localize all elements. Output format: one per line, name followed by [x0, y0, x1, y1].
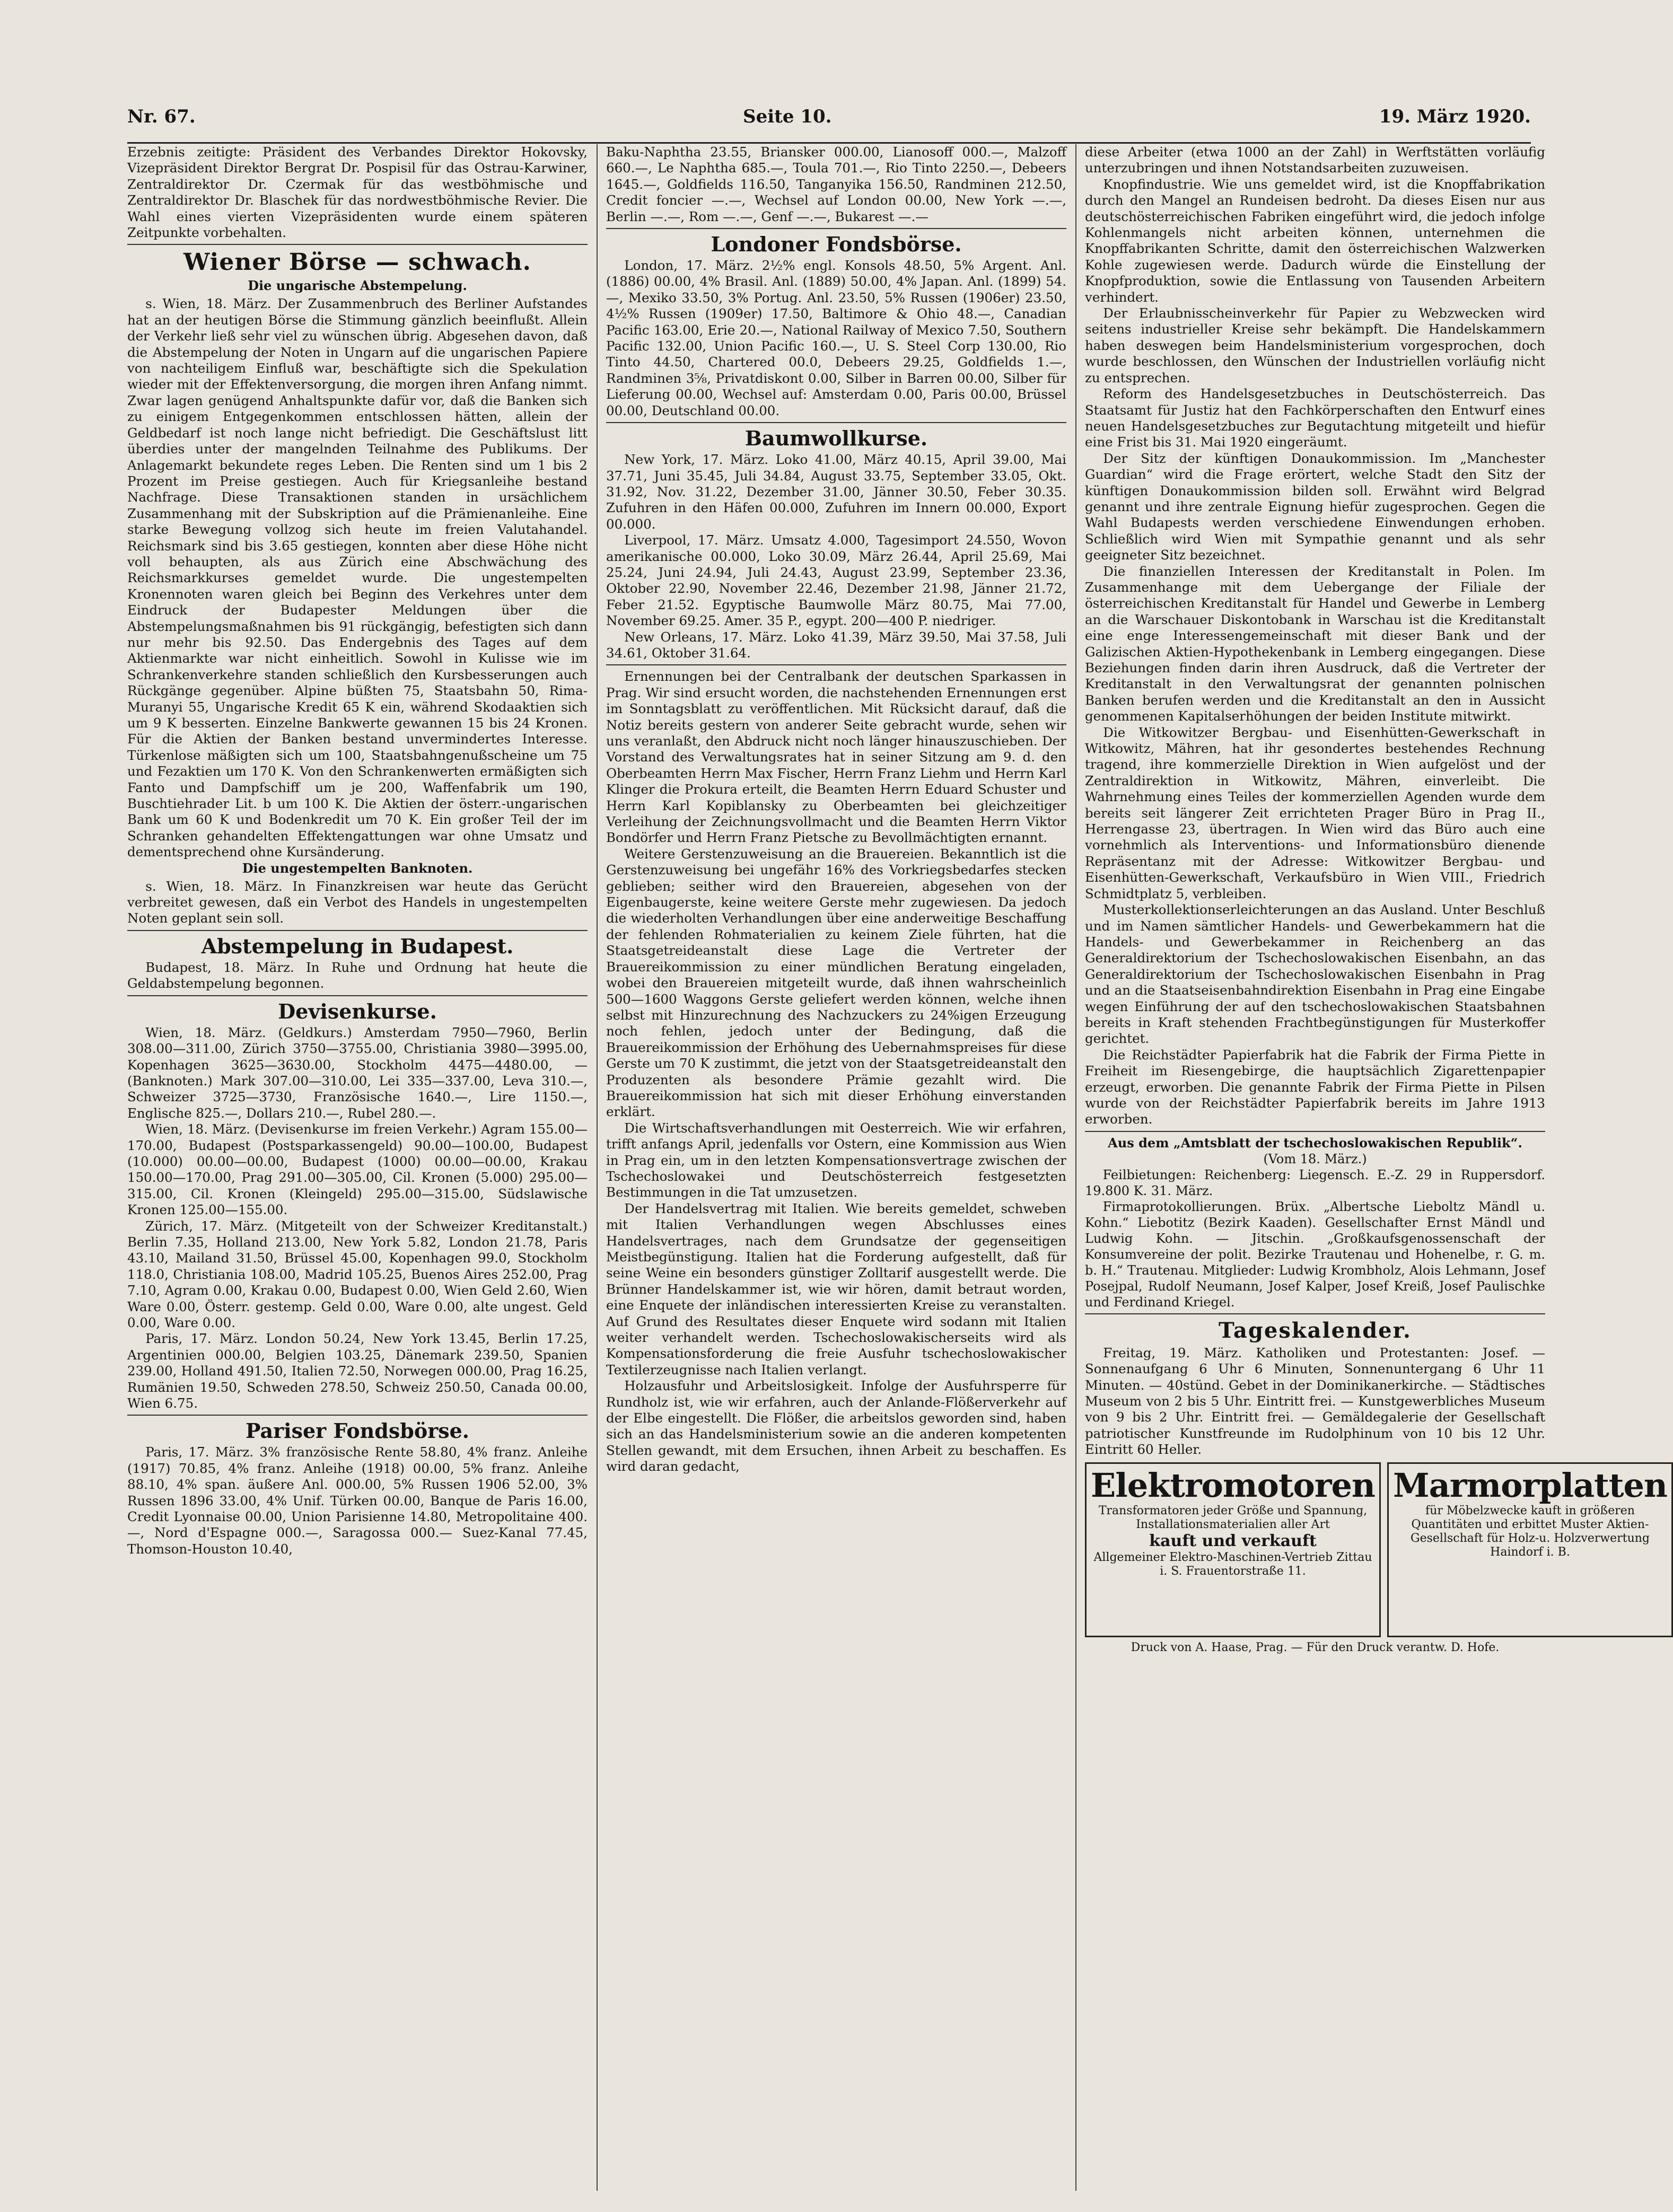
devisen-zuerich: Zürich, 17. März. (Mitgeteilt von der Schweizer Kreditanstalt.) Berlin 7.35, Holland 213.00, New York 5.82, London 21.78, Paris 43.10, Mailand 31.50, Brüssel 45.00, Kopenhagen 99.0, Stockholm 118.0, Christiania 108.00, Madrid 105.25, Buenos Aires 252.00, Prag 7.10, Agram 0.00, Krakau 0.00, Budapest 0.00, Wien Geld 2.60, Wien Ware 0.00, Österr. gestemp. Geld 0.00, Ware 0.00, alte ungest. Geld 0.00, Ware 0.00. [127, 1218, 588, 1330]
headline-pariser-fondsboerse: Pariser Fondsbörse. [245, 1419, 470, 1443]
article-wirtschaftsverhandlungen: Die Wirtschaftsverhandlungen mit Oesterreich. Wie wir erfahren, trifft anfangs April, jedenfalls vor Ostern, eine Kommission aus Wien in Prag ein, um in den letzten Kompensationsvertrage zwischen der Tschechoslowakei und Deutschösterreich festgesetzten Bestimmungen in die Tat umzusetzen. [606, 1120, 1066, 1200]
article-paris-continued: Baku-Naphtha 23.55, Briansker 000.00, Lianosoff 000.—, Malzoff 660.—, Le Naphtha 685.—, Toula 701.—, Rio Tinto 2250.—, Debeers 1645.—, Goldfields 116.50, Tanganyika 156.50, Randminen 212.50, Credit foncier —.—, Wechsel auf London 00.00, New York —.—, Berlin —.—, Rom —.—, Genf —.—, Bukarest —.— [606, 144, 1066, 224]
divider [127, 1415, 588, 1416]
article-donaukommission: Der Sitz der künftigen Donaukommission. Im „Manchester Guardian“ wird die Frage erörtert, welche Stadt den Sitz der künftigen Donaukommission bilden soll. Erwähnt wird Belgrad genannt und ihre zentrale Eignung hiefür zugesprochen. Gegen die Wahl Budapests werden verschiedene Einwendungen erhoben. Schließlich wird Wien mit Sympathie genannt und als sehr geeigneter Sitz bezeichnet. [1085, 450, 1545, 563]
article-intro: Erzebnis zeitigte: Präsident des Verbandes Direktor Hokovsky, Vizepräsident Direktor Bergrat Dr. Pospisil für das Ostrau-Karwiner, Zentraldirektor Dr. Czermak für das westböhmische und Zentraldirektor Dr. Blaschek für das nordwestböhmische Revier. Die Wahl eines vierten Vizepräsidenten wurde einem späteren Zeitpunkte vorbehalten. [127, 144, 588, 241]
amtsblatt-date: (Vom 18. März.) [1263, 1151, 1367, 1166]
amtsblatt-title: Aus dem „Amtsblatt der tschechoslowakischen Republik“. [1108, 1135, 1522, 1151]
ad-elektromotoren-line4: Allgemeiner Elektro-Maschinen-Vertrieb Zittau i. S. Frauentorstraße 11. [1093, 1550, 1372, 1578]
subhead-abstempelung: Die ungarische Abstempelung. [248, 278, 467, 294]
devisen-paris: Paris, 17. März. London 50.24, New York 13.45, Berlin 17.25, Argentinien 000.00, Belgien 103.25, Dänemark 239.50, Spanien 239.00, Holland 491.50, Italien 72.50, Norwegen 000.00, Prag 16.25, Rumänien 19.50, Schweden 278.50, Schweiz 250.50, Canada 00.00, Wien 6.75. [127, 1331, 588, 1411]
ad-marmorplatten [1387, 1462, 1673, 1637]
ad-marmorplatten-title: Marmorplatten [1393, 1465, 1667, 1505]
divider [606, 228, 1066, 229]
tageskalender-text: Freitag, 19. März. Katholiken und Protestanten: Josef. — Sonnenaufgang 6 Uhr 6 Minuten, Sonnenuntergang 6 Uhr 11 Minuten. — 40stünd. Gebet in der Dominikanerkirche. — Städtisches Museum von 2 bis 5 Uhr. Eintritt frei. — Kunstgewerbliches Museum von 9 bis 2 Uhr. Eintritt frei. — Gemäldegalerie der Gesellschaft patriotischer Kunstfreunde im Rudolphinum von 10 bis 12 Uhr. Eintritt 60 Heller. [1085, 1345, 1545, 1458]
advertisements [1085, 1462, 1667, 1637]
article-gerstenzuweisung: Weitere Gerstenzuweisung an die Brauereien. Bekanntlich ist die Gerstenzuweisung bei ungefähr 16% des Vorkriegsbedarfes stecken geblieben; seither wird den Brauereien, abgesehen von der Eigenbaugerste, keine weitere Gerste mehr zugewiesen. Da jedoch die wiederholten Verhandlungen über eine anderweitige Beschaffung der fehlenden Rohmaterialien zu keinem Ziele führten, hat die Staatsgetreideanstalt diese Lage die Vertreter der Brauereikommission zu einer mündlichen Beratung eingeladen, wobei den Brauereien mitgeteilt wurde, daß ihnen wahrscheinlich 500—1600 Waggons Gerste geliefert werden können, welche ihnen selbst mit Hinzurechnung des Nachzuckers zu 24%igen Erzeugung noch fehlen, jedoch unter der Bedingung, daß die Brauereikommission der Erhöhung des Uebernahmspreises für diese Gerste um 70 K zustimmt, die jetzt von der Staatsgetreideanstalt den Produzenten als besondere Prämie gezahlt wird. Die Brauereikommission hat sich mit dieser Erhöhung einverstanden erklärt. [606, 846, 1066, 1120]
headline-baumwollkurse: Baumwollkurse. [744, 426, 928, 451]
article-london: London, 17. März. 2½% engl. Konsols 48.50, 5% Argent. Anl. (1886) 00.00, 4% Brasil. Anl. (1889) 50.00, 4% Japan. Anl. (1899) 54.—, Mexiko 33.50, 3% Portug. Anl. 23.50, 5% Russen (1906er) 23.50, 4½% Russen (1909er) 17.50, Baltimore & Ohio 48.—, Canadian Pacific 163.00, Erie 20.—, National Railway of Mexico 7.50, Southern Pacific 132.00, Union Pacific 160.—, U. S. Steel Corp 130.00, Rio Tinto 44.50, Chartered 00.0, Debeers 29.25, Goldfields 1.—, Randminen 3⅝, Privatdiskont 0.00, Silber in Barren 00.00, Silber für Lieferung 00.00, Wechsel auf: Amsterdam 0.00, Paris 00.00, Brüssel 00.00, Deutschland 00.00. [606, 258, 1066, 418]
article-handelsgesetzbuch: Reform des Handelsgesetzbuches in Deutschösterreich. Das Staatsamt für Justiz hat den Fachkörperschaften den Entwurf eines neuen Handelsgesetzbuches zur Begutachtung mitgeteilt und hiefür eine Frist bis 31. Mai 1920 eingeräumt. [1085, 386, 1545, 450]
article-holzausfuhr-continued: diese Arbeiter (etwa 1000 an der Zahl) in Werftstätten vorläufig unterzubringen und ihnen Notstandsarbeiten zuzuweisen. [1085, 144, 1545, 176]
ad-elektromotoren-title: Elektromotoren [1091, 1465, 1376, 1505]
baumwolle-new-orleans: New Orleans, 17. März. Loko 41.39, März 39.50, Mai 37.58, Juli 34.61, Oktober 31.64. [606, 629, 1066, 661]
devisen-wien-geld: Wien, 18. März. (Geldkurs.) Amsterdam 7950—7960, Berlin 308.00—311.00, Zürich 3750—3755.00, Christiania 3980—3995.00, Kopenhagen 3625—3630.00, Stockholm 4475—4480.00, — (Banknoten.) Mark 307.00—310.00, Lei 335—337.00, Leva 310.—, Schweizer 3725—3730, Französische 1640.—, Lire 1150.—, Englische 825.—, Dollars 210.—, Rubel 280.—. [127, 1024, 588, 1121]
article-papierfabrik: Die Reichstädter Papierfabrik hat die Fabrik der Firma Piette in Freiheit im Riesengebirge, die hauptsächlich Zigarettenpapier erzeugt, erworben. Die genannte Fabrik der Firma Piette in Pilsen wurde von der Reichstädter Papierfabrik bereits im Jahre 1913 erworben. [1085, 1047, 1545, 1127]
headline-abstempelung-budapest: Abstempelung in Budapest. [201, 934, 514, 958]
article-holzausfuhr: Holzausfuhr und Arbeitslosigkeit. Infolge der Ausfuhrsperre für Rundholz ist, wie wir erfahren, auch der Anlande-Flößerverkehr auf der Elbe eingestellt. Die Flößer, die arbeitslos geworden sind, haben sich an das Handelsministerium sowie an die anderen kompetenten Stellen gewandt, mit dem Ersuchen, ihnen Arbeit zu beschaffen. Es wird daran gedacht, [606, 1378, 1066, 1474]
divider [127, 995, 588, 996]
amtsblatt-firmaprotokoll: Firmaprotokollierungen. Brüx. „Albertsche Lieboltz Mändl u. Kohn.“ Liebotitz (Bezirk Kaaden). Gesellschafter Ernst Mändl und Ludwig Kohn. — Jitschin. „Großkaufsgenossenschaft der Konsumvereine der polit. Bezirke Trautenau und Hohenelbe, r. G. m. b. H.“ Trautenau. Mitglieder: Ludwig Krombholz, Alois Lehmann, Josef Posejpal, Rudolf Neumann, Josef Kalper, Josef Kreiß, Josef Paulischke und Ferdinand Kriegel. [1085, 1199, 1545, 1310]
printer-imprint: Druck von A. Haase, Prag. — Für den Druck verantw. D. Hofe. [1131, 1640, 1500, 1654]
divider [1085, 1131, 1545, 1132]
page-header [127, 106, 1531, 138]
column-2 [606, 144, 1066, 2191]
article-boerse: s. Wien, 18. März. Der Zusammenbruch des Berliner Aufstandes hat an der heutigen Börse die Stimmung gänzlich beeinflußt. Allein der Verkehr ließ sehr viel zu wünschen übrig. Abgesehen davon, daß die Abstempelung der Noten in Ungarn auf die ungarischen Papiere von nachteiligem Einfluß war, beschäftigte sich die Spekulation wieder mit der Effektenversorgung, die morgen ihren Anfang nimmt. Zwar lagen genügend Anhaltspunkte dafür vor, daß die Banken sich zu einigem Entgegenkommen entschlossen hätten, allein der Geldbedarf ist noch lange nicht befriedigt. Die Geschäftslust litt überdies unter der mangelnden Teilnahme des Publikums. Der Anlagemarkt bekundete reges Leben. Die Renten sind um 1 bis 2 Prozent im Preise gestiegen. Auch für Kriegsanleihe bestand Nachfrage. Diese Transaktionen standen in ursächlichem Zusammenhang mit der Subskription auf die Prämienanleihe. Eine starke Bewegung vollzog sich heute im freien Valutahandel. Reichsmark sind bis 3.65 gestiegen, konnten aber diese Höhe nicht voll behaupten, als aus Zürich eine Abschwächung des Reichsmarkkurses gemeldet wurde. Die ungestempelten Kronennoten waren gleich bei Beginn des Verkehres unter dem Eindruck der Budapester Meldungen über die Abstempelungsmaßnahmen bis 91 rückgängig, befestigten sich dann nur mehr bis 92.50. Das Endergebnis des Tages auf dem Aktienmarkte war nicht einheitlich. Sowohl in Kulisse wie im Schrankenverkehre standen schließlich den Kursbesserungen auch Rückgänge gegenüber. Alpine büßten 75, Staatsbahn 50, Rima-Muranyi 55, Ungarische Kredit 65 K ein, während Skodaaktien sich um 9 K besserten. Einzelne Bankwerte gewannen 15 bis 24 Kronen. Für die Aktien der Banken bestand unvermindertes Interesse. Türkenlose mäßigten sich um 100, Staatsbahngenußscheine um 75 und Fezaktien um 170 K. Von den Schrankenwerten ermäßigten sich Fanto und Dampfschiff um je 200, Waffenfabrik um 190, Buschtiehrader Lit. b um 100 K. Die Aktien der österr.-ungarischen Bank um 60 K und Bodenkredit um 70 K. Ein großer Teil der im Schranken gehandelten Effektengattungen war ohne Umsatz und dementsprechend ohne Kursänderung. [127, 296, 588, 860]
article-witkowitz: Die Witkowitzer Bergbau- und Eisenhütten-Gewerkschaft in Witkowitz, Mähren, hat ihr gesondertes bestehendes Rechnung tragend, ihre kommerzielle Direktion in Wien aufgelöst und der Zentraldirektion in Witkowitz, Mähren, einverleibt. Die Wahrnehmung eines Teiles der kommerziellen Agenden wurde dem bereits seit längerer Zeit errichteten Prager Büro in Prag II., Herrengasse 23, übertragen. In Wien wird das Büro auch eine vornehmlich als Interventions- und Informationsbüro dienende Repräsentanz mit der Adresse: Witkowitzer Bergbau- und Eisenhütten-Gewerkschaft, Verkaufsbüro in Wien VIII., Friedrich Schmidtplatz 5, verbleiben. [1085, 724, 1545, 901]
columns [127, 144, 1667, 2191]
baumwolle-new-york: New York, 17. März. Loko 41.00, März 40.15, April 39.00, Mai 37.71, Juni 35.45, Juli 34.84, August 33.75, September 33.05, Okt. 31.92, Nov. 31.22, Dezember 31.00, Jänner 30.50, Feber 30.35. Zufuhren in den Häfen 00.000, Zufuhren im Innern 00.000, Export 00.000. [606, 452, 1066, 532]
ad-elektromotoren-line3: kauft und verkauft [1149, 1531, 1317, 1550]
page-number: Seite 10. [743, 106, 832, 127]
ad-elektromotoren [1085, 1462, 1381, 1637]
tageskalender-title: Tageskalender. [1219, 1318, 1412, 1343]
column-3 [1085, 144, 1667, 2191]
issue-number: Nr. 67. [127, 106, 196, 127]
amtsblatt-feilbietungen: Feilbietungen: Reichenberg: Liegensch. E.-Z. 29 in Ruppersdorf. 19.800 K. 31. März. [1085, 1167, 1545, 1198]
headline-devisenkurse: Devisenkurse. [278, 999, 437, 1023]
headline-wiener-boerse: Wiener Börse — schwach. [183, 249, 531, 276]
issue-date: 19. März 1920. [1379, 106, 1531, 127]
article-papier: Der Erlaubnisscheinverkehr für Papier zu Webzwecken wird seitens industrieller Kreise sehr bekämpft. Die Handelskammern haben deswegen beim Handelsministerium vorgesprochen, doch wurde beschlossen, den Wünschen der Industriellen vorläufig nicht zu entsprechen. [1085, 305, 1545, 385]
devisen-wien-frei: Wien, 18. März. (Devisenkurse im freien Verkehr.) Agram 155.00—170.00, Budapest (Postsparkassengeld) 90.00—100.00, Budapest (10.000) 00.00—00.00, Budapest (1000) 00.00—00.00, Krakau 150.00—170.00, Prag 291.00—305.00, Cil. Kronen (5.000) 295.00—315.00, Cil. Kronen (Kleingeld) 295.00—315.00, Südslawische Kronen 125.00—155.00. [127, 1121, 588, 1218]
divider [606, 422, 1066, 423]
article-budapest: Budapest, 18. März. In Ruhe und Ordnung hat heute die Geldabstempelung begonnen. [127, 959, 588, 991]
subhead-banknoten: Die ungestempelten Banknoten. [242, 860, 473, 876]
ad-elektromotoren-line2: Installationsmaterialien aller Art [1136, 1517, 1330, 1531]
divider [127, 930, 588, 931]
ad-marmorplatten-line1: für Möbelzwecke kauft in größeren Quantitäten und erbittet Muster Aktien-Gesellschaft für Holz-u. Holzverwertung Haindorf i. B. [1411, 1504, 1650, 1559]
baumwolle-liverpool: Liverpool, 17. März. Umsatz 4.000, Tagesimport 24.550, Wovon amerikanische 00.000, Loko 30.09, März 26.44, April 25.69, Mai 25.24, Juni 24.94, Juli 24.43, August 23.99, September 23.36, Oktober 22.90, November 22.46, Dezember 21.98, Jänner 21.72, Feber 21.52. Egyptische Baumwolle März 80.75, Mai 77.00, November 69.25. Amer. 35 P., egypt. 200—400 P. niedriger. [606, 532, 1066, 629]
divider [127, 244, 588, 245]
article-banknoten: s. Wien, 18. März. In Finanzkreisen war heute das Gerücht verbreitet gewesen, daß ein Verbot des Handels in ungestempelten Noten geplant sein soll. [127, 878, 588, 926]
article-handelsvertrag: Der Handelsvertrag mit Italien. Wie bereits gemeldet, schweben mit Italien Verhandlungen wegen Abschlusses eines Handelsvertrages, nach dem Grundsatze der gegenseitigen Meistbegünstigung. Italien hat die Forderung aufgestellt, daß für seine Weine ein besonders günstiger Zolltarif ausgestellt werde. Die Brünner Handelskammer ist, wie wir hören, damit betraut worden, eine Enquete der inländischen interessierten Kreise zu veranstalten. Auf Grund des Resultates dieser Enquete wird sodann mit Italien weiter verhandelt werden. Tschechoslowakischerseits wird als Kompensationsforderung die freie Ausfuhr tschechoslowakischer Textilerzeugnisse nach Italien verlangt. [606, 1200, 1066, 1377]
ad-elektromotoren-line1: Transformatoren jeder Größe und Spannung, [1098, 1504, 1368, 1517]
divider [606, 664, 1066, 665]
article-paris-fonds: Paris, 17. März. 3% französische Rente 58.80, 4% franz. Anleihe (1917) 70.85, 4% franz. Anleihe (1918) 00.00, 5% franz. Anleihe 88.10, 4% span. äußere Anl. 000.00, 5% Russen 1906 52.00, 3% Russen 1896 33.00, 4% Unif. Türken 00.00, Banque de Paris 16.00, Credit Lyonnaise 00.00, Union Parisienne 14.80, Metropolitaine 400.—, Nord d'Espagne 000.—, Saragossa 000.— Suez-Kanal 77.45, Thomson-Houston 10.40, [127, 1444, 588, 1557]
article-kreditanstalt: Die finanziellen Interessen der Kreditanstalt in Polen. Im Zusammenhange mit dem Uebergange der Filiale der österreichischen Kreditanstalt für Handel und Gewerbe in Lemberg an die Warschauer Diskontobank in Warschau ist die Kreditanstalt eine enge Interessengemeinschaft mit dieser Bank und der Galizischen Aktien-Hypothekenbank in Lemberg eingegangen. Diese Beziehungen finden darin ihren Ausdruck, daß die Vertreter der Kreditanstalt in den Verwaltungsrat der genannten polnischen Banken berufen werden und die Kreditanstalt an den in Aussicht genommenen Kapitalserhöhungen der beiden Institute mitwirkt. [1085, 563, 1545, 724]
article-knopfindustrie: Knopfindustrie. Wie uns gemeldet wird, ist die Knopffabrikation durch den Mangel an Rundeisen bedroht. Da dieses Eisen nur aus deutschösterreichischen Fabriken eingeführt wird, die jedoch infolge Kohlenmangels nicht arbeiten können, unternehmen die Knopffabrikanten Schritte, damit den österreichischen Walzwerken Kohle zugewiesen werde. Dadurch würde die Einstellung der Knopfproduktion, sowie die Entlassung von Tausenden Arbeitern verhindert. [1085, 176, 1545, 305]
divider [1085, 1313, 1545, 1314]
column-1 [127, 144, 588, 2191]
headline-londoner-fondsboerse: Londoner Fondsbörse. [711, 232, 962, 257]
article-ernennungen: Ernennungen bei der Centralbank der deutschen Sparkassen in Prag. Wir sind ersucht worden, die nachstehenden Ernennungen erst im Sonntagsblatt zu veröffentlichen. Mit Rücksicht darauf, daß die Notiz bereits gestern von anderer Seite gebracht wurde, sehen wir uns veranlaßt, den Abdruck nicht noch länger hinauszuschieben. Der Vorstand des Verwaltungsrates hat in seiner Sitzung am 9. d. den Oberbeamten Herrn Max Fischer, Herrn Franz Liehm und Herrn Karl Klinger die Prokura erteilt, die Beamten Herrn Eduard Schuster und Herrn Karl Kopiblansky zu Oberbeamten bei gleichzeitiger Verleihung der Zeichnungsvollmacht und die Beamten Herrn Viktor Bondörfer und Herrn Franz Pietsche zu Bevollmächtigten ernannt. [606, 669, 1066, 846]
article-musterkollektion: Musterkollektionserleichterungen an das Ausland. Unter Beschluß und im Namen sämtlicher Handels- und Gewerbekammern hat die Handels- und Gewerbekammer in Reichenberg an das Generaldirektorium der Tschechoslowakischen Eisenbahn, an das Generaldirektorium der Tschechoslowakischen Eisenbahn in Prag und an die Staatseisenbahndirektion Eisenbahn in Prag eine Eingabe wegen Einführung der auf den tschechoslowakischen Staatsbahnen bereits in Kraft stehenden Frachtbegünstigungen für Musterkoffer gerichtet. [1085, 902, 1545, 1047]
header-rule [127, 142, 1531, 144]
